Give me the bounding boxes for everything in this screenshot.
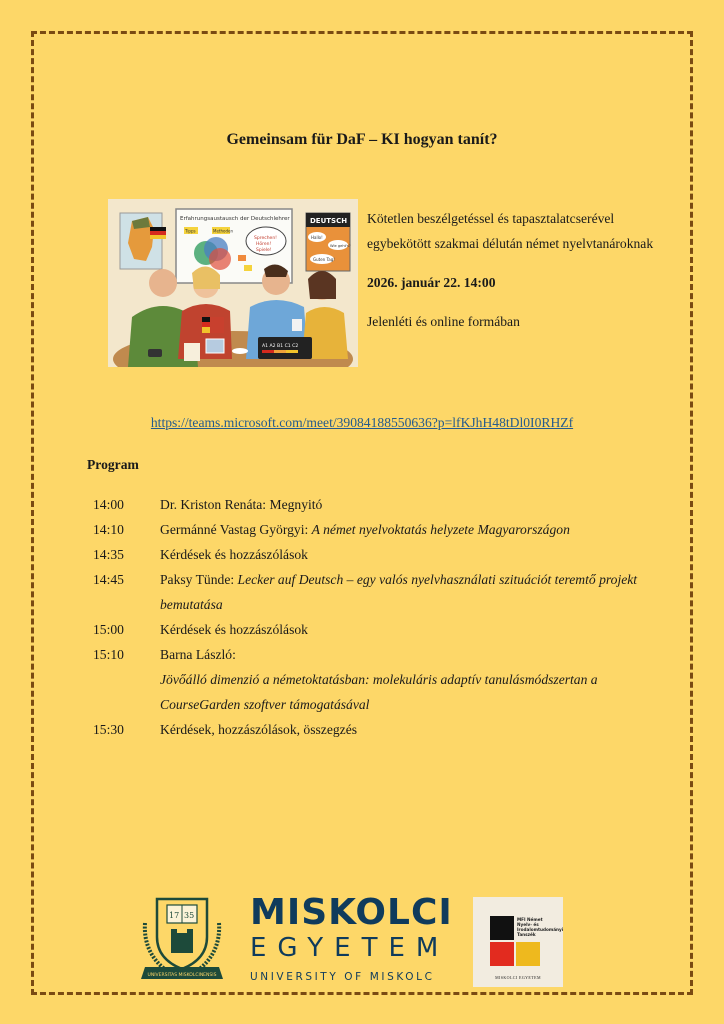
flag-gold-square — [516, 942, 540, 966]
program-time: 14:00 — [93, 497, 124, 512]
program-item — [93, 717, 653, 742]
program-speaker: Kérdések és hozzászólások — [160, 622, 308, 637]
program-speaker: Kérdések, hozzászólások, összegzés — [160, 722, 358, 737]
svg-text:Guten Tag!: Guten Tag! — [313, 257, 335, 262]
program-item — [93, 617, 653, 642]
program-topic: Lecker auf Deutsch – egy valós nyelvhasználati szituációt teremtő projekt bemutatása — [160, 572, 638, 612]
program-time: 14:10 — [93, 522, 124, 537]
flag-red-square — [490, 942, 514, 966]
logo-line-3: UNIVERSITY OF MISKOLC — [250, 971, 435, 983]
board-title: Erfahrungsaustausch der Deutschlehrer — [180, 216, 290, 222]
svg-text:Tipps: Tipps — [185, 228, 196, 234]
logo-row — [0, 893, 724, 988]
svg-text:17: 17 — [169, 911, 180, 920]
program-time: 15:30 — [93, 722, 124, 737]
program-speaker: Dr. Kriston Renáta: Megnyitó — [160, 497, 323, 512]
event-mode: Jelenléti és online formában — [367, 314, 520, 329]
program-heading: Program — [87, 457, 139, 472]
svg-text:UNIVERSITAS MISKOLCINENSIS: UNIVERSITAS MISKOLCINENSIS — [147, 973, 217, 978]
program-item — [93, 642, 653, 717]
program-speaker: Paksy Tünde: — [160, 572, 238, 587]
svg-text:Hallo!: Hallo! — [311, 235, 323, 240]
program-list — [93, 492, 653, 742]
department-name: MFI Német Nyelv- és Irodalomtudományi Tanszék — [517, 917, 564, 937]
page-title: Gemeinsam für DaF – KI hogyan tanít? — [226, 131, 498, 148]
program-speaker: Germánné Vastag Györgyi: — [160, 522, 312, 537]
svg-text:DEUTSCH: DEUTSCH — [310, 217, 348, 225]
svg-text:Methoden: Methoden — [213, 228, 233, 234]
logo-line-1: MISKOLCI — [250, 892, 453, 933]
logo-line-2: EGYETEM — [250, 933, 450, 963]
program-time: 15:00 — [93, 622, 124, 637]
svg-text:Spiele!: Spiele! — [256, 248, 272, 253]
event-date: 2026. január 22. 14:00 — [367, 275, 496, 290]
department-logo — [473, 897, 563, 987]
event-description: Kötetlen beszélgetéssel és tapasztalatcserével egybekötött szakmai délután német nyelvtanároknak — [367, 211, 654, 251]
flag-black-square — [490, 916, 514, 940]
program-time: 14:35 — [93, 547, 124, 562]
program-topic: Jövőálló dimenzió a németoktatásban: molekuláris adaptív tanulásmódszertan a CourseGarden szoftver támogatásával — [160, 672, 598, 712]
program-speaker: Kérdések és hozzászólások — [160, 547, 308, 562]
svg-text:Sprechen!: Sprechen! — [254, 236, 277, 241]
svg-text:Hören!: Hören! — [256, 242, 272, 247]
department-footer: MISKOLCI EGYETEM — [495, 975, 541, 980]
svg-text:Wie geht's?: Wie geht's? — [330, 244, 351, 248]
program-topic: A német nyelvoktatás helyzete Magyarországon — [311, 522, 570, 537]
program-item — [93, 542, 653, 567]
program-item — [93, 567, 653, 617]
program-item — [93, 517, 653, 542]
event-illustration — [108, 199, 358, 367]
svg-text:A1 A2 B1 C1 C2: A1 A2 B1 C1 C2 — [262, 344, 299, 349]
program-item — [93, 492, 653, 517]
svg-text:35: 35 — [184, 911, 195, 920]
university-crest-logo — [137, 893, 227, 985]
program-time: 15:10 — [93, 647, 124, 662]
program-speaker: Barna László: — [160, 647, 236, 662]
program-time: 14:45 — [93, 572, 124, 587]
event-intro — [367, 206, 667, 334]
university-of-miskolc-logo — [250, 892, 460, 985]
teams-meeting-link[interactable]: https://teams.microsoft.com/meet/39084188550636?p=lfKJhH48tDl0I0RHZf — [150, 415, 574, 430]
